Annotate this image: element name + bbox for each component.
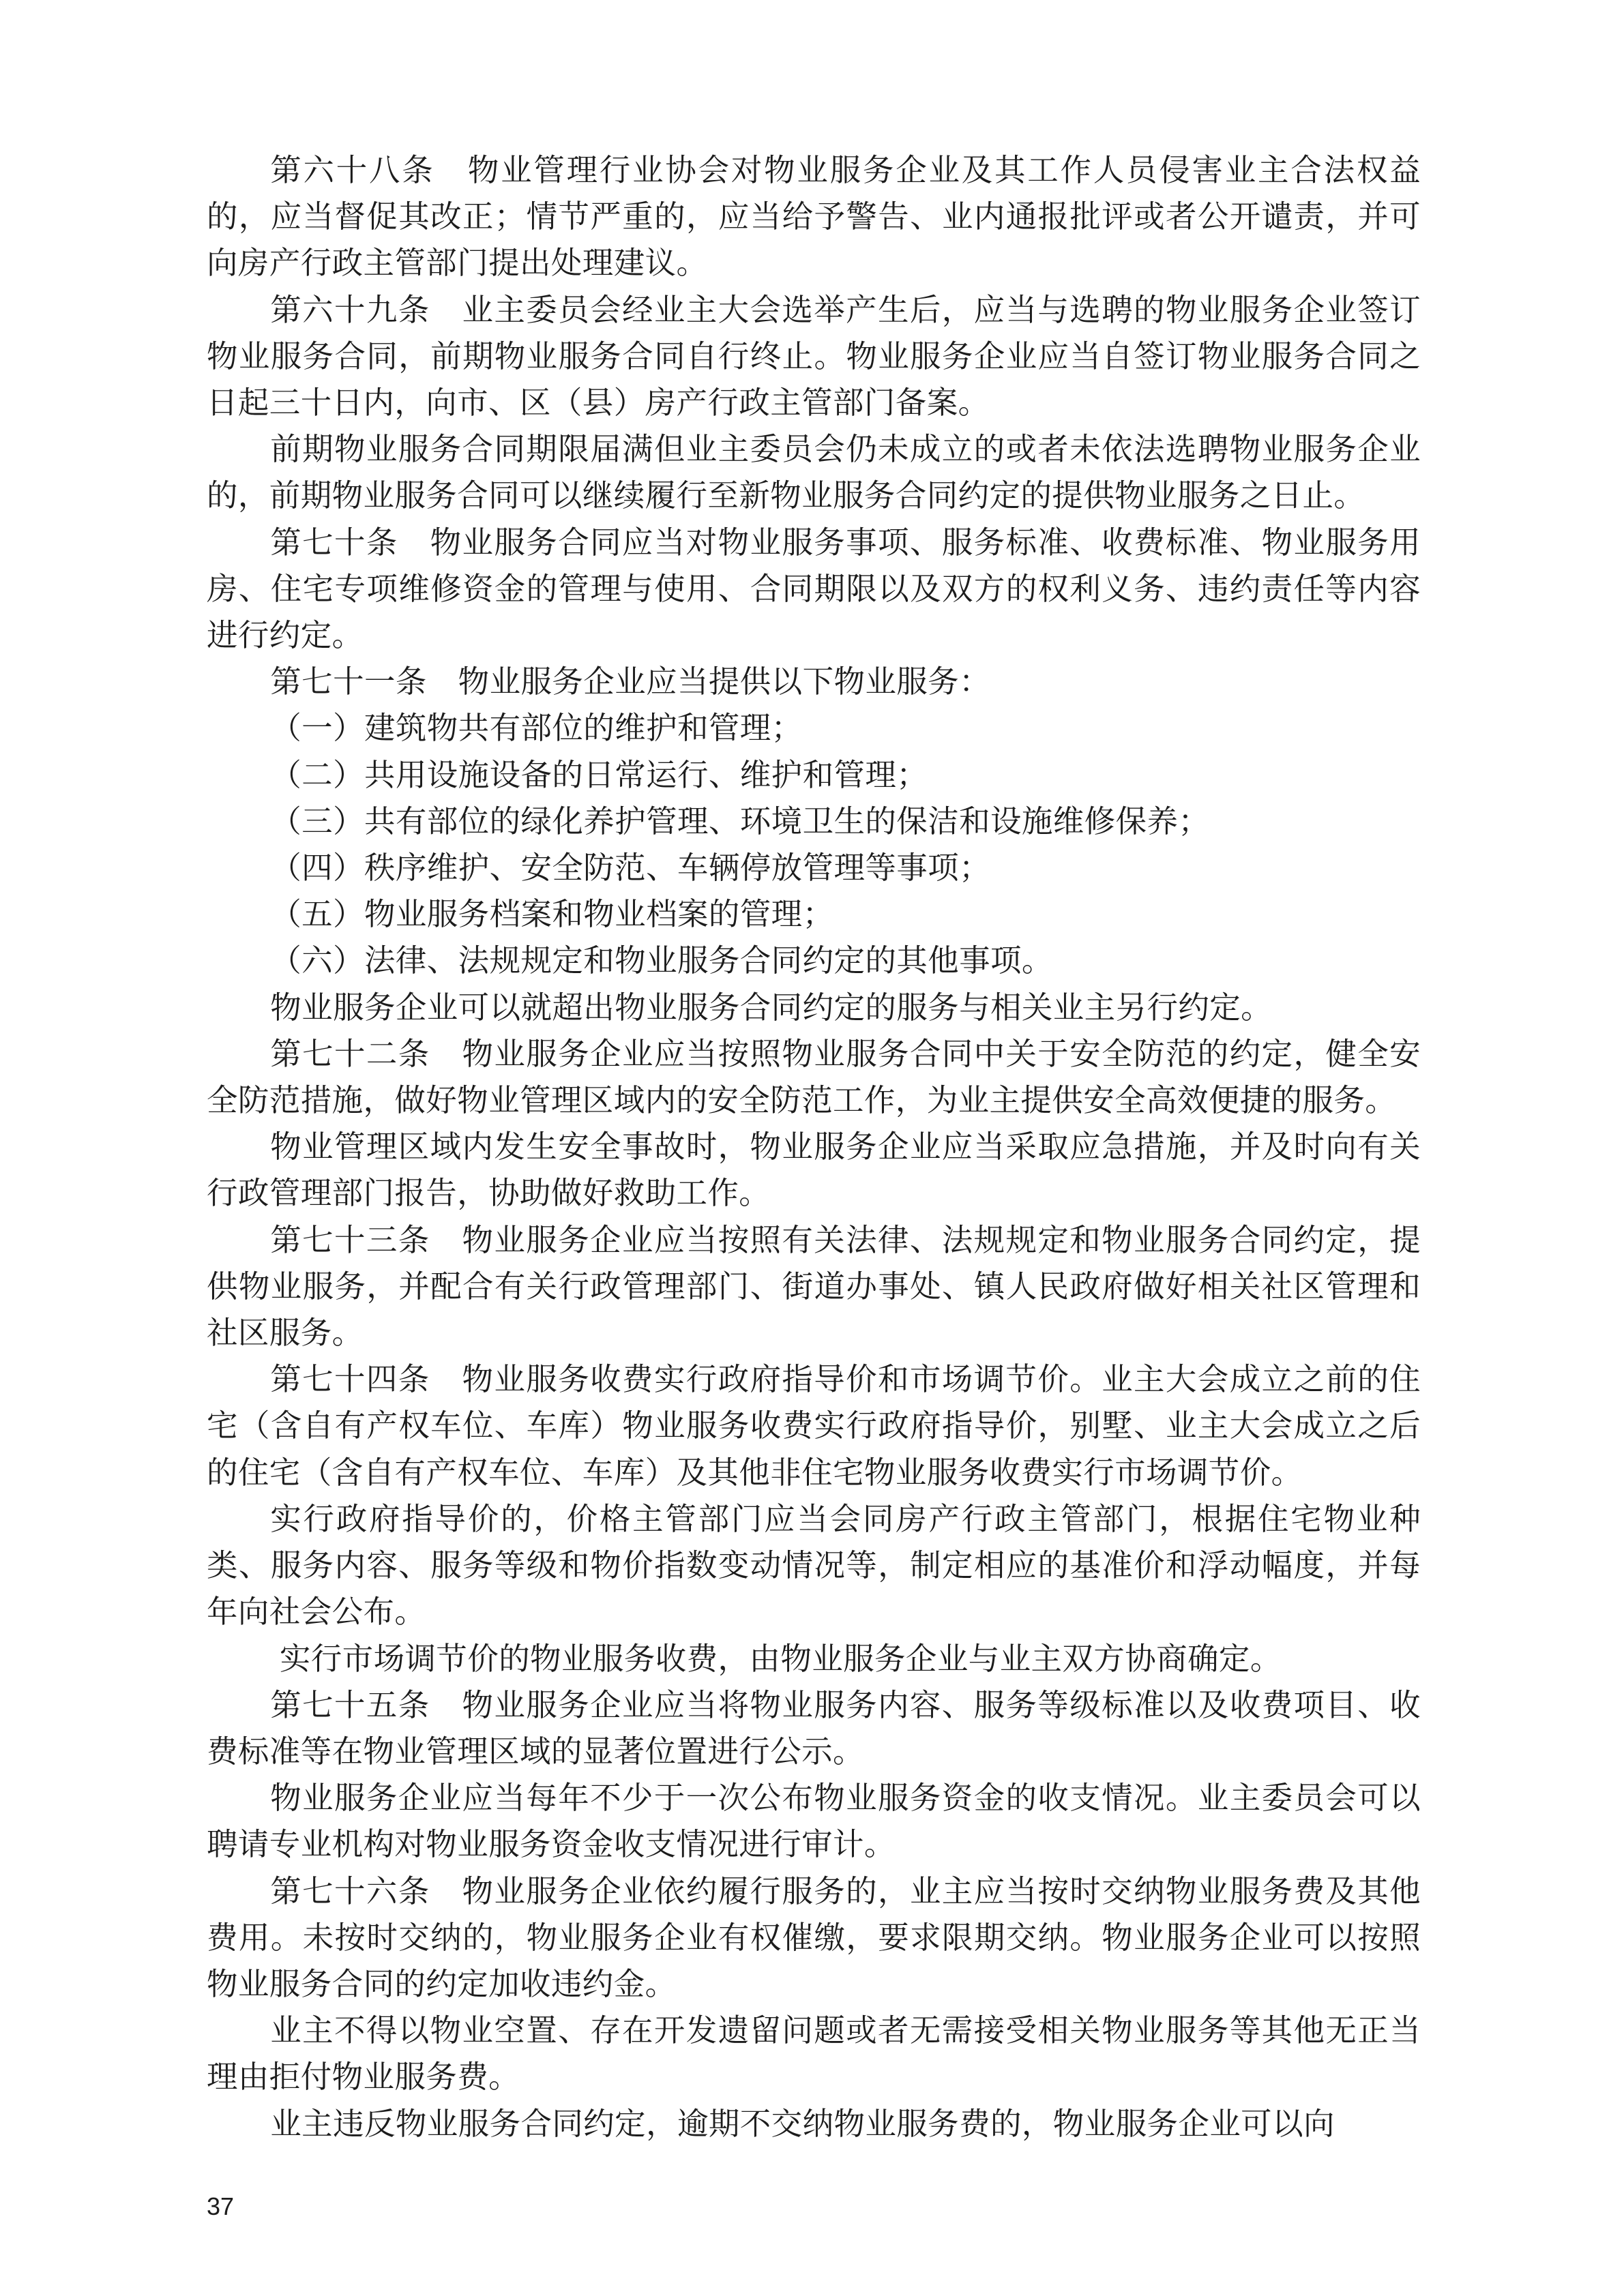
list-item-6: （六）法律、法规规定和物业服务合同约定的其他事项。 — [270, 942, 1053, 979]
paragraph-market-price: 实行市场调节价的物业服务收费，由物业服务企业与业主双方协商确定。 — [279, 1640, 1282, 1677]
article-74: 第七十四条 物业服务收费实行政府指导价和市场调节价。业主大会成立之前的住宅（含自有产权车位、车库）物业服务收费实行政府指导价，别墅、业主大会成立之后的住宅（含自有产权车位、车库）及其他非住宅物业服务收费实行市场调节价。 — [207, 1361, 1421, 1491]
list-item-3: （三）共有部位的绿化养护管理、环境卫生的保洁和设施维修保养； — [270, 803, 1210, 839]
article-75: 第七十五条 物业服务企业应当将物业服务内容、服务等级标准以及收费项目、收费标准等在物业管理区域的显著位置进行公示。 — [207, 1686, 1421, 1770]
list-item-4: （四）秩序维护、安全防范、车辆停放管理等事项； — [270, 850, 990, 886]
article-71: 第七十一条 物业服务企业应当提供以下物业服务： — [270, 664, 990, 700]
paragraph-no-refusal: 业主不得以物业空置、存在开发遗留问题或者无需接受相关物业服务等其他无正当理由拒付物业服务费。 — [207, 2012, 1421, 2096]
page-number: 37 — [207, 2192, 235, 2220]
article-68: 第六十八条 物业管理行业协会对物业服务企业及其工作人员侵害业主合法权益的，应当督促其改正；情节严重的，应当给予警告、业内通报批评或者公开谴责，并可向房产行政主管部门提出处理建议。 — [207, 152, 1421, 282]
paragraph-government-guided-price: 实行政府指导价的，价格主管部门应当会同房产行政主管部门，根据住宅物业种类、服务内容、服务等级和物价指数变动情况等，制定相应的基准价和浮动幅度，并每年向社会公布。 — [207, 1500, 1421, 1630]
article-76: 第七十六条 物业服务企业依约履行服务的，业主应当按时交纳物业服务费及其他费用。未按时交纳的，物业服务企业有权催缴，要求限期交纳。物业服务企业可以按照物业服务合同的约定加收违约金。 — [207, 1873, 1421, 2002]
body-text — [207, 147, 1421, 2147]
article-69: 第六十九条 业主委员会经业主大会选举产生后，应当与选聘的物业服务企业签订物业服务合同，前期物业服务合同自行终止。物业服务企业应当自签订物业服务合同之日起三十日内，向市、区（县）房产行政主管部门备案。 — [207, 291, 1421, 421]
list-item-2: （二）共用设施设备的日常运行、维护和管理； — [270, 756, 928, 793]
list-item-5: （五）物业服务档案和物业档案的管理； — [270, 896, 834, 933]
article-72: 第七十二条 物业服务企业应当按照物业服务合同中关于安全防范的约定，健全安全防范措施，做好物业管理区域内的安全防范工作，为业主提供安全高效便捷的服务。 — [207, 1035, 1421, 1119]
paragraph-annual-disclosure: 物业服务企业应当每年不少于一次公布物业服务资金的收支情况。业主委员会可以聘请专业机构对物业服务资金收支情况进行审计。 — [207, 1780, 1421, 1863]
article-70: 第七十条 物业服务合同应当对物业服务事项、服务标准、收费标准、物业服务用房、住宅专项维修资金的管理与使用、合同期限以及双方的权利义务、违约责任等内容进行约定。 — [207, 524, 1421, 654]
paragraph-extra-services: 物业服务企业可以就超出物业服务合同约定的服务与相关业主另行约定。 — [270, 989, 1273, 1026]
paragraph-preliminary-contract: 前期物业服务合同期限届满但业主委员会仍未成立的或者未依法选聘物业服务企业的，前期物业服务合同可以继续履行至新物业服务合同约定的提供物业服务之日止。 — [207, 431, 1421, 514]
paragraph-overdue-fees: 业主违反物业服务合同约定，逾期不交纳物业服务费的，物业服务企业可以向 — [270, 2105, 1335, 2142]
list-item-1: （一）建筑物共有部位的维护和管理； — [270, 710, 803, 747]
article-73: 第七十三条 物业服务企业应当按照有关法律、法规规定和物业服务合同约定，提供物业服务，并配合有关行政管理部门、街道办事处、镇人民政府做好相关社区管理和社区服务。 — [207, 1221, 1421, 1352]
paragraph-safety-accident: 物业管理区域内发生安全事故时，物业服务企业应当采取应急措施，并及时向有关行政管理部门报告，协助做好救助工作。 — [207, 1129, 1421, 1212]
